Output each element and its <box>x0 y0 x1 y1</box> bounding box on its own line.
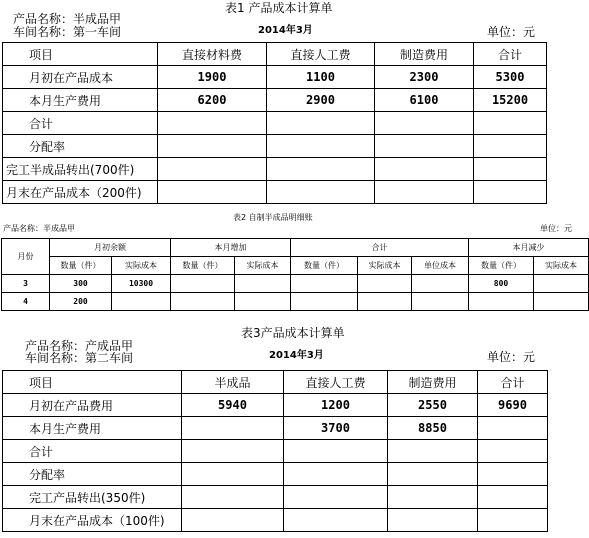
cell <box>171 293 235 311</box>
cell: 300 <box>50 275 112 293</box>
cell: 15200 <box>474 89 547 112</box>
cell <box>267 158 375 181</box>
cell <box>158 112 267 135</box>
table-row <box>2 293 589 311</box>
table-row <box>3 112 547 135</box>
table-row <box>3 181 547 204</box>
table3-header-item: 项目 <box>3 371 182 394</box>
table3-title: 表3产品成本计算单 <box>241 326 345 340</box>
cell <box>267 181 375 204</box>
table1-header-row <box>3 43 547 66</box>
cell <box>182 509 284 532</box>
cell <box>158 158 267 181</box>
cell <box>284 509 388 532</box>
cell <box>112 293 171 311</box>
row-label: 完工产品转出(350件) <box>3 486 182 509</box>
cell <box>267 135 375 158</box>
cell <box>182 417 284 440</box>
cell <box>478 509 548 532</box>
table-row <box>2 275 589 293</box>
table2-header-opening: 月初余额 <box>50 239 171 257</box>
table-row <box>3 158 547 181</box>
sub-header: 实际成本 <box>112 257 171 275</box>
cell <box>478 463 548 486</box>
cell <box>474 112 547 135</box>
cell <box>388 440 478 463</box>
cell: 6200 <box>158 89 267 112</box>
table-row <box>3 417 548 440</box>
cell <box>158 181 267 204</box>
cell: 200 <box>50 293 112 311</box>
cell <box>158 135 267 158</box>
row-label: 合计 <box>3 440 182 463</box>
row-label: 月末在产品成本（100件) <box>3 509 182 532</box>
row-label: 分配率 <box>3 463 182 486</box>
cell: 5300 <box>474 66 547 89</box>
table2 <box>1 238 589 311</box>
table1-header-labor: 直接人工费 <box>267 43 375 66</box>
table3-header-labor: 直接人工费 <box>284 371 388 394</box>
table3 <box>2 370 548 532</box>
table3-product-name: 产品名称：产成品甲 <box>25 339 134 353</box>
table3-header-total: 合计 <box>478 371 548 394</box>
sub-header: 数量（件） <box>291 257 358 275</box>
row-label: 本月生产费用 <box>3 89 158 112</box>
table1 <box>2 42 547 204</box>
sub-header: 数量（件） <box>469 257 534 275</box>
table3-header-overhead: 制造费用 <box>388 371 478 394</box>
cell <box>478 486 548 509</box>
table-row <box>3 66 547 89</box>
table-row <box>3 135 547 158</box>
cell <box>375 112 474 135</box>
cell <box>469 293 534 311</box>
cell <box>478 440 548 463</box>
cell <box>284 463 388 486</box>
cell <box>534 275 589 293</box>
table2-header-total: 合计 <box>291 239 469 257</box>
cell <box>235 293 291 311</box>
cell: 2300 <box>375 66 474 89</box>
table3-header-semi: 半成品 <box>182 371 284 394</box>
cell <box>478 417 548 440</box>
table3-date: 2014年3月 <box>269 350 324 361</box>
table1-date: 2014年3月 <box>258 25 313 36</box>
table2-sub-header-row <box>2 257 589 275</box>
table1-workshop-name: 车间名称：第一车间 <box>13 25 122 39</box>
sub-header: 实际成本 <box>235 257 291 275</box>
sub-header: 单位成本 <box>412 257 469 275</box>
cell <box>375 158 474 181</box>
cell <box>474 135 547 158</box>
cell <box>412 275 469 293</box>
cell <box>474 181 547 204</box>
cell: 9690 <box>478 394 548 417</box>
cell <box>235 275 291 293</box>
table3-unit: 单位：元 <box>487 350 536 364</box>
cell <box>358 293 412 311</box>
table2-group-header-row <box>2 239 589 257</box>
cell <box>291 293 358 311</box>
cell <box>291 275 358 293</box>
cell <box>182 486 284 509</box>
cell <box>267 112 375 135</box>
table2-header-decrease: 本月减少 <box>469 239 589 257</box>
cell: 1900 <box>158 66 267 89</box>
cell <box>182 463 284 486</box>
cell: 1200 <box>284 394 388 417</box>
table1-header-total: 合计 <box>474 43 547 66</box>
table1-unit: 单位：元 <box>487 25 536 39</box>
cell: 5940 <box>182 394 284 417</box>
sub-header: 实际成本 <box>358 257 412 275</box>
row-label: 完工半成品转出(700件) <box>3 158 158 181</box>
row-label: 月初在产品费用 <box>3 394 182 417</box>
cell: 2550 <box>388 394 478 417</box>
table-row <box>3 486 548 509</box>
cell <box>358 275 412 293</box>
cell: 8850 <box>388 417 478 440</box>
row-label: 分配率 <box>3 135 158 158</box>
table1-product-name: 产品名称：半成品甲 <box>13 12 122 26</box>
table1-header-material: 直接材料费 <box>158 43 267 66</box>
table3-header-row <box>3 371 548 394</box>
cell: 1100 <box>267 66 375 89</box>
table1-header-item: 项目 <box>3 43 158 66</box>
table-row <box>3 440 548 463</box>
sub-header: 数量（件） <box>50 257 112 275</box>
cell <box>412 293 469 311</box>
row-label: 月末在产品成本（200件) <box>3 181 158 204</box>
table2-unit: 单位：元 <box>540 224 572 233</box>
table2-header-month: 月份 <box>2 239 50 275</box>
cell <box>534 293 589 311</box>
table2-title: 表2 自制半成品明细账 <box>233 213 313 222</box>
cell: 4 <box>2 293 50 311</box>
cell: 10300 <box>112 275 171 293</box>
table-row <box>3 509 548 532</box>
cell: 3 <box>2 275 50 293</box>
cell <box>284 440 388 463</box>
cell: 2900 <box>267 89 375 112</box>
cell <box>375 181 474 204</box>
cell: 3700 <box>284 417 388 440</box>
cell <box>171 275 235 293</box>
sub-header: 实际成本 <box>534 257 589 275</box>
row-label: 月初在产品成本 <box>3 66 158 89</box>
sub-header: 数量（件） <box>171 257 235 275</box>
cell <box>182 440 284 463</box>
cell: 800 <box>469 275 534 293</box>
cell <box>375 135 474 158</box>
table2-header-increase: 本月增加 <box>171 239 291 257</box>
cell <box>388 509 478 532</box>
table1-title: 表1 产品成本计算单 <box>225 1 333 15</box>
cell <box>474 158 547 181</box>
table1-header-overhead: 制造费用 <box>375 43 474 66</box>
table-row <box>3 89 547 112</box>
row-label: 合计 <box>3 112 158 135</box>
cell: 6100 <box>375 89 474 112</box>
cell <box>388 463 478 486</box>
cell <box>388 486 478 509</box>
table3-workshop-name: 车间名称：第二车间 <box>25 351 134 365</box>
table-row <box>3 394 548 417</box>
table-row <box>3 463 548 486</box>
row-label: 本月生产费用 <box>3 417 182 440</box>
cell <box>284 486 388 509</box>
table2-product-name: 产品名称：半成品甲 <box>3 224 75 233</box>
